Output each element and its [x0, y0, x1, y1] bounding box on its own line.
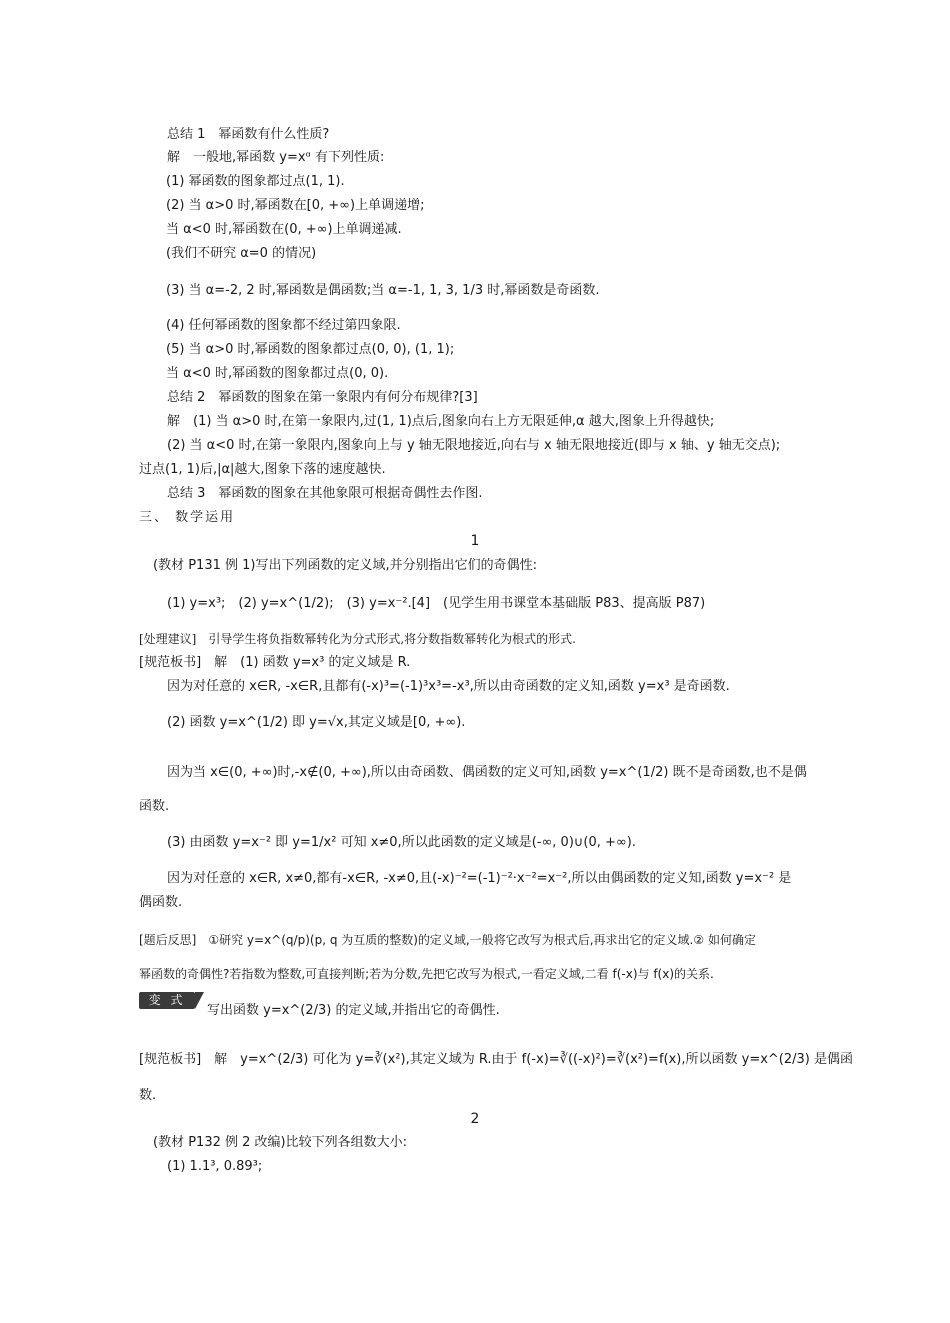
summary2-line1: 解 (1) 当 α>0 时,在第一象限内,过(1, 1)点后,图象向右上方无限延伸,α 越大,图象上升得越快; [167, 414, 715, 429]
summary3-title: 总结 3 幂函数的图象在其他象限可根据奇偶性去作图. [167, 486, 483, 501]
variant-solution-line1: [规范板书] 解 y=x^(2/3) 可化为 y=∛(x²),其定义域为 R.由于 f(-x)=∛((-x)²)=∛(x²)=f(x),所以函数 y=x^(2/3) 是偶函 [139, 1052, 853, 1067]
handling-advice: [处理建议] 引导学生将负指数幂转化为分式形式,将分数指数幂转化为根式的形式. [139, 632, 576, 646]
variant-solution-line2: 数. [139, 1088, 157, 1103]
solution3-line2: 因为对任意的 x∈R, x≠0,都有-x∈R, -x≠0,且(-x)⁻²=(-1)⁻²·x⁻²=x⁻²,所以由偶函数的定义知,函数 y=x⁻² 是 [167, 871, 792, 886]
property-4: (4) 任何幂函数的图象都不经过第四象限. [166, 318, 401, 333]
solution2-line2: 因为当 x∈(0, +∞)时,-x∉(0, +∞),所以由奇函数、偶函数的定义可知,函数 y=x^(1/2) 既不是奇函数,也不是偶 [167, 765, 807, 780]
example2-number: 2 [470, 1111, 480, 1127]
section-heading: 三、 数学运用 [139, 510, 236, 525]
example1-items: (1) y=x³; (2) y=x^(1/2); (3) y=x⁻².[4] (见学生用书课堂本基础版 P83、提高版 P87) [167, 596, 706, 611]
solution2-line3: 函数. [139, 799, 170, 814]
solution3-line3: 偶函数. [139, 895, 183, 910]
example2-item1: (1) 1.1³, 0.89³; [167, 1159, 263, 1174]
reflection-line1: [题后反思] ①研究 y=x^(q/p)(p, q 为互质的整数)的定义域,一般将它改写为根式后,再求出它的定义域.② 如何确定 [139, 933, 756, 947]
property-1: (1) 幂函数的图象都过点(1, 1). [166, 174, 345, 189]
example1-number: 1 [470, 533, 480, 549]
solution1-line1: [规范板书] 解 (1) 函数 y=x³ 的定义域是 R. [139, 655, 411, 670]
example2-prompt: (教材 P132 例 2 改编)比较下列各组数大小: [153, 1135, 407, 1150]
property-3: (3) 当 α=-2, 2 时,幂函数是偶函数;当 α=-1, 1, 3, 1/3 时,幂函数是奇函数. [166, 283, 600, 298]
property-5b: 当 α<0 时,幂函数的图象都过点(0, 0). [166, 366, 389, 381]
solution1-line2: 因为对任意的 x∈R, -x∈R,且都有(-x)³=(-1)³x³=-x³,所以由奇函数的定义知,函数 y=x³ 是奇函数. [167, 679, 730, 694]
summary2-title: 总结 2 幂函数的图象在第一象限内有何分布规律?[3] [167, 390, 478, 405]
variant-badge: 变 式 [139, 992, 195, 1009]
example1-prompt: (教材 P131 例 1)写出下列函数的定义域,并分别指出它们的奇偶性: [153, 558, 537, 573]
solution2-line1: (2) 函数 y=x^(1/2) 即 y=√x,其定义域是[0, +∞). [167, 715, 466, 730]
reflection-line2: 幂函数的奇偶性?若指数为整数,可直接判断;若为分数,先把它改写为根式,一看定义域,二看 f(-x)与 f(x)的关系. [139, 967, 714, 981]
summary2-line3: 过点(1, 1)后,|α|越大,图象下落的速度越快. [139, 462, 386, 477]
property-2a: (2) 当 α>0 时,幂函数在[0, +∞)上单调递增; [166, 198, 425, 213]
variant-prompt: 写出函数 y=x^(2/3) 的定义域,并指出它的奇偶性. [207, 1003, 500, 1018]
property-2b: 当 α<0 时,幂函数在(0, +∞)上单调递减. [166, 222, 402, 237]
solution3-line1: (3) 由函数 y=x⁻² 即 y=1/x² 可知 x≠0,所以此函数的定义域是(-∞, 0)∪(0, +∞). [167, 835, 636, 850]
property-5a: (5) 当 α>0 时,幂函数的图象都过点(0, 0), (1, 1); [166, 342, 455, 357]
summary1-title: 总结 1 幂函数有什么性质? [167, 127, 330, 142]
property-2c: (我们不研究 α=0 的情况) [166, 246, 317, 261]
summary1-intro: 解 一般地,幂函数 y=xᵅ 有下列性质: [167, 150, 385, 165]
summary2-line2: (2) 当 α<0 时,在第一象限内,图象向上与 y 轴无限地接近,向右与 x 轴无限地接近(即与 x 轴、y 轴无交点); [167, 438, 781, 453]
